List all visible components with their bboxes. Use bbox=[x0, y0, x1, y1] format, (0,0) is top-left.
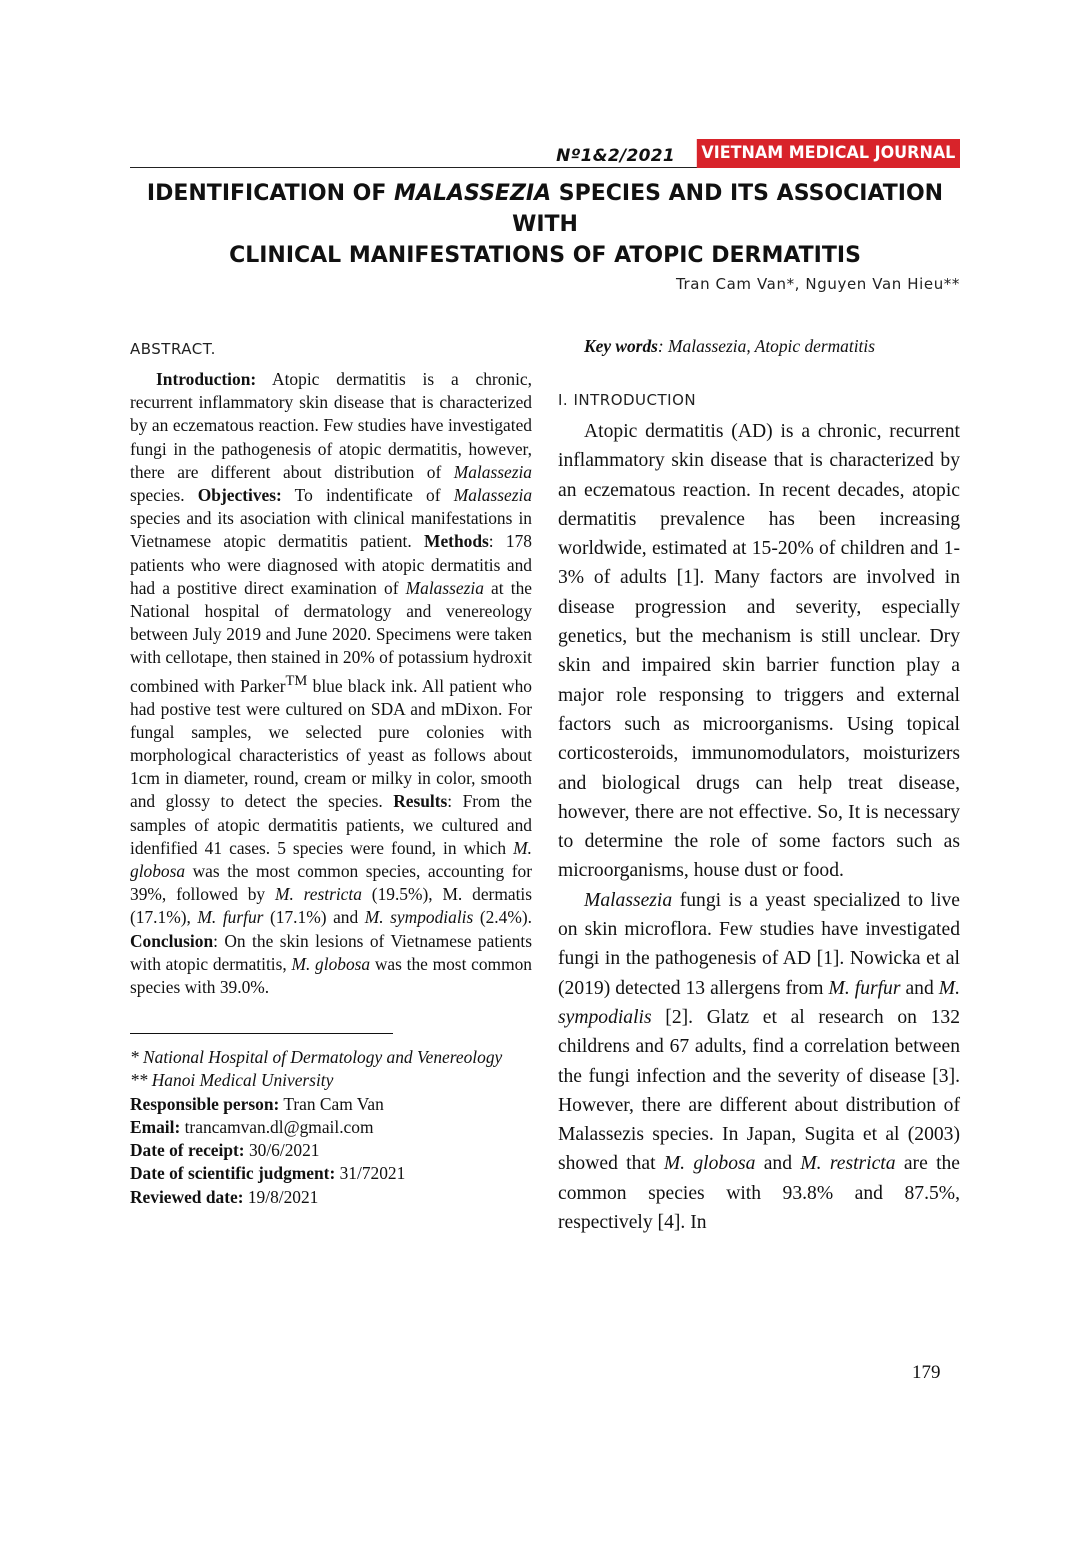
authors: Tran Cam Van*, Nguyen Van Hieu** bbox=[675, 275, 960, 293]
right-column bbox=[558, 335, 960, 1237]
running-header bbox=[130, 138, 960, 168]
introduction-heading: I. INTRODUCTION bbox=[558, 391, 697, 409]
paper-title bbox=[130, 178, 960, 271]
date-of-judgment: Date of scientific judgment: 31/72021 bbox=[130, 1163, 406, 1184]
left-column bbox=[130, 340, 532, 1209]
footnote-rule bbox=[130, 1033, 393, 1034]
abstract-text: Introduction: Atopic dermatitis is a chronic, recurrent inflammatory skin disease that is characterized by an eczematous reaction. Few studies have investigated fungi in the pathogenesis of atopic dermatitis, however, there are different about distribution of Malassezia species. Objectives: To indentificate of Malassezia species and its asociation with clinical manifestations in Vietnamese atopic dermatitis patient. Methods: 178 patients who were diagnosed with atopic dermatitis and had a postitive direct examination of Malassezia at the National hospital of dermatology and venereology between July 2019 and June 2020. Specimens were taken with cellotape, then stained in 20% of potassium hydroxit combined with Parker™ blue black ink. All patient who had postive test were cultured on SDA and mDixon. For fungal samples, we selected pure colonies with morphological characteristics of yeast as follows about 1cm in diameter, round, cream or milky in color, smooth and glossy to detect the species. Results: From the samples of atopic dermatitis patients, we cultured and idenfified 41 cases. 5 species were found, in which M. globosa was the most common species, accounting for 39%, followed by M. restricta (19.5%), M. dermatis (17.1%), M. furfur (17.1%) and M. sympodialis (2.4%). Conclusion: On the skin lesions of Vietnamese patients with atopic dermatitis, M. globosa was the most common species with 39.0%. bbox=[130, 369, 533, 998]
affiliation-2: ** Hanoi Medical University bbox=[130, 1070, 334, 1091]
reviewed-date: Reviewed date: 19/8/2021 bbox=[130, 1186, 319, 1207]
abstract-heading: ABSTRACT. bbox=[130, 340, 216, 358]
journal-name-banner: VIETNAM MEDICAL JOURNAL bbox=[697, 139, 960, 168]
email: Email: trancamvan.dl@gmail.com bbox=[130, 1116, 374, 1137]
issue-number: Nº1&2/2021 bbox=[556, 146, 675, 166]
title-line-2: CLINICAL MANIFESTATIONS OF ATOPIC DERMATITIS bbox=[229, 243, 861, 268]
responsible-person: Responsible person: Tran Cam Van bbox=[130, 1093, 384, 1114]
title-genus: MALASSEZIA bbox=[394, 181, 552, 206]
page-number: 179 bbox=[912, 1362, 941, 1383]
introduction-paragraph-1: Atopic dermatitis (AD) is a chronic, recurrent inflammatory skin disease that is characterized by an eczematous reaction. In recent decades, atopic dermatitis prevalence has been increasing worldwide, estimated at 15-20% of children and 1-3% of adults [1]. Many factors are involved in disease progression and severity, especially genetics, but the mechanism is still unclear. Dry skin and impaired skin barrier function play a major role responsing to triggers and external factors such as microorganisms. Using topical corticosteroids, immunomodulators, moisturizers and biological drugs can help treat disease, however, there are not effective. So, It is necessary to determine the role of some factors such as microorganisms, house dust or food. bbox=[558, 421, 960, 882]
introduction-paragraph-2: Malassezia fungi is a yeast specialized to live on skin microflora. Few studies have investigated fungi in the pathogenesis of AD [1]. Nowicka et al (2019) detected 13 allergens from M. furfur and M. sympodialis [2]. Glatz et al research on 132 childrens and 67 adults, find a correlation between the fungi infection and the severity of disease [3]. However, there are different about distribution of Malassezis species. In Japan, Sugita et al (2003) showed that M. globosa and M. restricta are the common species with 93.8% and 87.5%, respectively [4]. In bbox=[558, 889, 961, 1234]
date-of-receipt: Date of receipt: 30/6/2021 bbox=[130, 1140, 320, 1161]
title-line-1: IDENTIFICATION OF MALASSEZIA SPECIES AND ITS ASSOCIATION WITH bbox=[146, 181, 944, 237]
affiliation-1: * National Hospital of Dermatology and Venereology bbox=[130, 1047, 503, 1068]
keywords: Key words: Malassezia, Atopic dermatitis bbox=[584, 336, 875, 356]
